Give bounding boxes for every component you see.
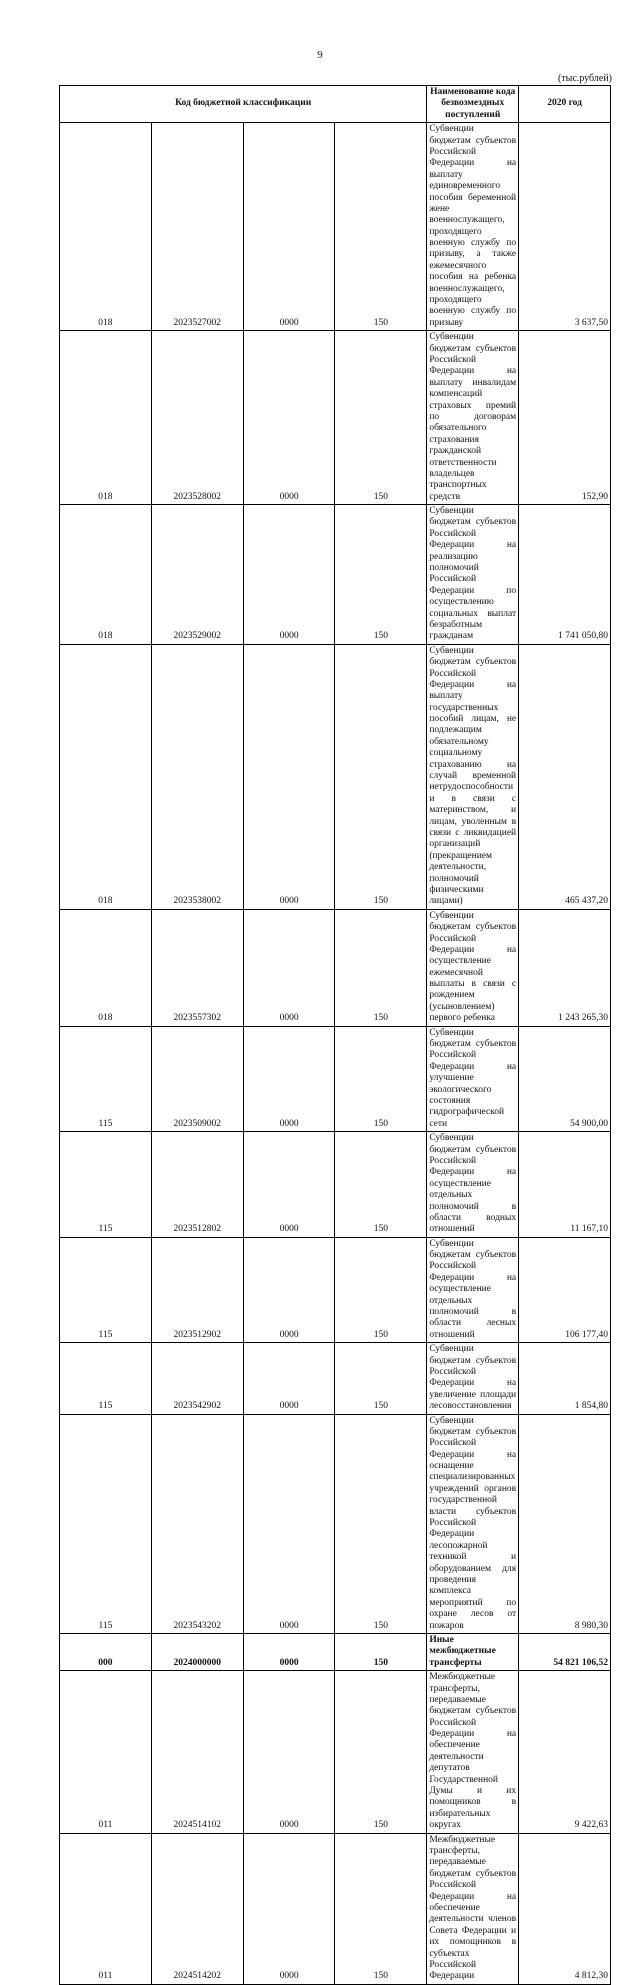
- cell-budget-code: 2023529002: [151, 505, 243, 645]
- cell-program-code: 0000: [243, 1671, 335, 1833]
- table-row: [60, 1633, 611, 1670]
- cell-amount: 152,90: [519, 331, 611, 505]
- cell-program-code: 0000: [243, 1833, 335, 1984]
- cell-amount: 106 177,40: [519, 1237, 611, 1343]
- cell-name: Иные межбюджетные трансферты: [427, 1633, 519, 1670]
- cell-admin-code: 011: [60, 1833, 152, 1984]
- cell-name: Субвенции бюджетам субъектов Российской Федерации на осуществление отдельных полномочий в области лесных отношений: [427, 1237, 519, 1343]
- cell-admin-code: 018: [60, 123, 152, 331]
- cell-budget-code: 2023528002: [151, 331, 243, 505]
- cell-kosgu-code: 150: [335, 123, 427, 331]
- cell-program-code: 0000: [243, 644, 335, 909]
- cell-budget-code: 2023509002: [151, 1026, 243, 1132]
- cell-program-code: 0000: [243, 1237, 335, 1343]
- cell-name: Субвенции бюджетам субъектов Российской Федерации на осуществление отдельных полномочий в области водных отношений: [427, 1132, 519, 1238]
- cell-amount: 1 741 050,80: [519, 505, 611, 645]
- cell-admin-code: 115: [60, 1026, 152, 1132]
- cell-kosgu-code: 150: [335, 1633, 427, 1670]
- cell-budget-code: 2024514102: [151, 1671, 243, 1833]
- cell-budget-code: 2024514202: [151, 1833, 243, 1984]
- cell-amount: 4 812,30: [519, 1833, 611, 1984]
- cell-program-code: 0000: [243, 331, 335, 505]
- header-name: Наименование кода безвозмездных поступлений: [427, 86, 519, 123]
- table-row: [60, 1132, 611, 1238]
- cell-program-code: 0000: [243, 123, 335, 331]
- table-row: [60, 1414, 611, 1633]
- cell-kosgu-code: 150: [335, 1343, 427, 1414]
- cell-budget-code: 2023512902: [151, 1237, 243, 1343]
- table-row: [60, 123, 611, 331]
- cell-amount: 1 243 265,30: [519, 909, 611, 1026]
- cell-name: Субвенции бюджетам субъектов Российской Федерации на оснащение специализированных учреждений органов государственной власти субъектов Российской Федерации лесопожарной техникой и оборудованием для проведения комплекса мероприятий по охране лесов от пожаров: [427, 1414, 519, 1633]
- table-row: [60, 644, 611, 909]
- table-row: [60, 505, 611, 645]
- cell-program-code: 0000: [243, 1026, 335, 1132]
- cell-budget-code: 2023542902: [151, 1343, 243, 1414]
- cell-kosgu-code: 150: [335, 505, 427, 645]
- table-row: [60, 909, 611, 1026]
- cell-admin-code: 018: [60, 331, 152, 505]
- cell-admin-code: 018: [60, 909, 152, 1026]
- units-label: (тыс.рублей): [557, 73, 612, 84]
- cell-name: Субвенции бюджетам субъектов Российской Федерации на улучшение экологического состояния гидрографической сети: [427, 1026, 519, 1132]
- cell-name: Субвенции бюджетам субъектов Российской Федерации на реализацию полномочий Российской Федерации по осуществлению социальных выплат безработным гражданам: [427, 505, 519, 645]
- cell-admin-code: 011: [60, 1671, 152, 1833]
- cell-kosgu-code: 150: [335, 331, 427, 505]
- cell-program-code: 0000: [243, 909, 335, 1026]
- table-row: [60, 1833, 611, 1984]
- cell-amount: 9 422,63: [519, 1671, 611, 1833]
- table-row: [60, 1343, 611, 1414]
- cell-amount: 1 854,80: [519, 1343, 611, 1414]
- cell-admin-code: 018: [60, 644, 152, 909]
- cell-name: Межбюджетные трансферты, передаваемые бюджетам субъектов Российской Федерации на обеспечение деятельности членов Совета Федерации и их помощников в субъектах Российской Федерации: [427, 1833, 519, 1984]
- table-row: [60, 331, 611, 505]
- cell-kosgu-code: 150: [335, 1671, 427, 1833]
- cell-name: Субвенции бюджетам субъектов Российской Федерации на выплату единовременного пособия беременной жене военнослужащего, проходящего военную службу по призыву, а также ежемесячного пособия на ребенка военнослужащего, проходящего военную службу по призыву: [427, 123, 519, 331]
- cell-amount: 11 167,10: [519, 1132, 611, 1238]
- cell-name: Субвенции бюджетам субъектов Российской Федерации на увеличение площади лесовосстановления: [427, 1343, 519, 1414]
- cell-budget-code: 2023512802: [151, 1132, 243, 1238]
- cell-amount: 54 821 106,52: [519, 1633, 611, 1670]
- cell-kosgu-code: 150: [335, 1237, 427, 1343]
- cell-amount: 3 637,50: [519, 123, 611, 331]
- cell-program-code: 0000: [243, 1414, 335, 1633]
- cell-admin-code: 115: [60, 1414, 152, 1633]
- cell-admin-code: 115: [60, 1132, 152, 1238]
- cell-amount: 54 900,00: [519, 1026, 611, 1132]
- cell-amount: 465 437,20: [519, 644, 611, 909]
- cell-name: Межбюджетные трансферты, передаваемые бюджетам субъектов Российской Федерации на обеспечение деятельности депутатов Государственной Думы и их помощников в избирательных округах: [427, 1671, 519, 1833]
- cell-program-code: 0000: [243, 1132, 335, 1238]
- cell-budget-code: 2023538002: [151, 644, 243, 909]
- header-code: Код бюджетной классификации: [60, 86, 427, 123]
- cell-budget-code: 2023527002: [151, 123, 243, 331]
- table-header-row: [60, 86, 611, 123]
- table-row: [60, 1671, 611, 1833]
- cell-name: Субвенции бюджетам субъектов Российской Федерации на выплату инвалидам компенсаций страховых премий по договорам обязательного страхования гражданской ответственности владельцев транспортных средств: [427, 331, 519, 505]
- page-number: 9: [317, 49, 323, 61]
- cell-program-code: 0000: [243, 1633, 335, 1670]
- cell-budget-code: 2023543202: [151, 1414, 243, 1633]
- cell-admin-code: 115: [60, 1237, 152, 1343]
- cell-admin-code: 115: [60, 1343, 152, 1414]
- table-row: [60, 1026, 611, 1132]
- cell-admin-code: 018: [60, 505, 152, 645]
- cell-amount: 8 980,30: [519, 1414, 611, 1633]
- header-year: 2020 год: [519, 86, 611, 123]
- cell-kosgu-code: 150: [335, 644, 427, 909]
- budget-table: [59, 85, 611, 1985]
- cell-kosgu-code: 150: [335, 1132, 427, 1238]
- cell-program-code: 0000: [243, 1343, 335, 1414]
- cell-program-code: 0000: [243, 505, 335, 645]
- cell-kosgu-code: 150: [335, 1026, 427, 1132]
- cell-budget-code: 2024000000: [151, 1633, 243, 1670]
- cell-name: Субвенции бюджетам субъектов Российской Федерации на выплату государственных пособий лицам, не подлежащим обязательному социальному страхованию на случай временной нетрудоспособности и в связи с материнством, и лицам, уволенным в связи с ликвидацией организаций (прекращением деятельности, полномочий физическими лицами): [427, 644, 519, 909]
- cell-admin-code: 000: [60, 1633, 152, 1670]
- cell-kosgu-code: 150: [335, 1414, 427, 1633]
- cell-kosgu-code: 150: [335, 909, 427, 1026]
- cell-kosgu-code: 150: [335, 1833, 427, 1984]
- table-row: [60, 1237, 611, 1343]
- cell-name: Субвенции бюджетам субъектов Российской Федерации на осуществление ежемесячной выплаты в связи с рождением (усыновлением) первого ребенка: [427, 909, 519, 1026]
- cell-budget-code: 2023557302: [151, 909, 243, 1026]
